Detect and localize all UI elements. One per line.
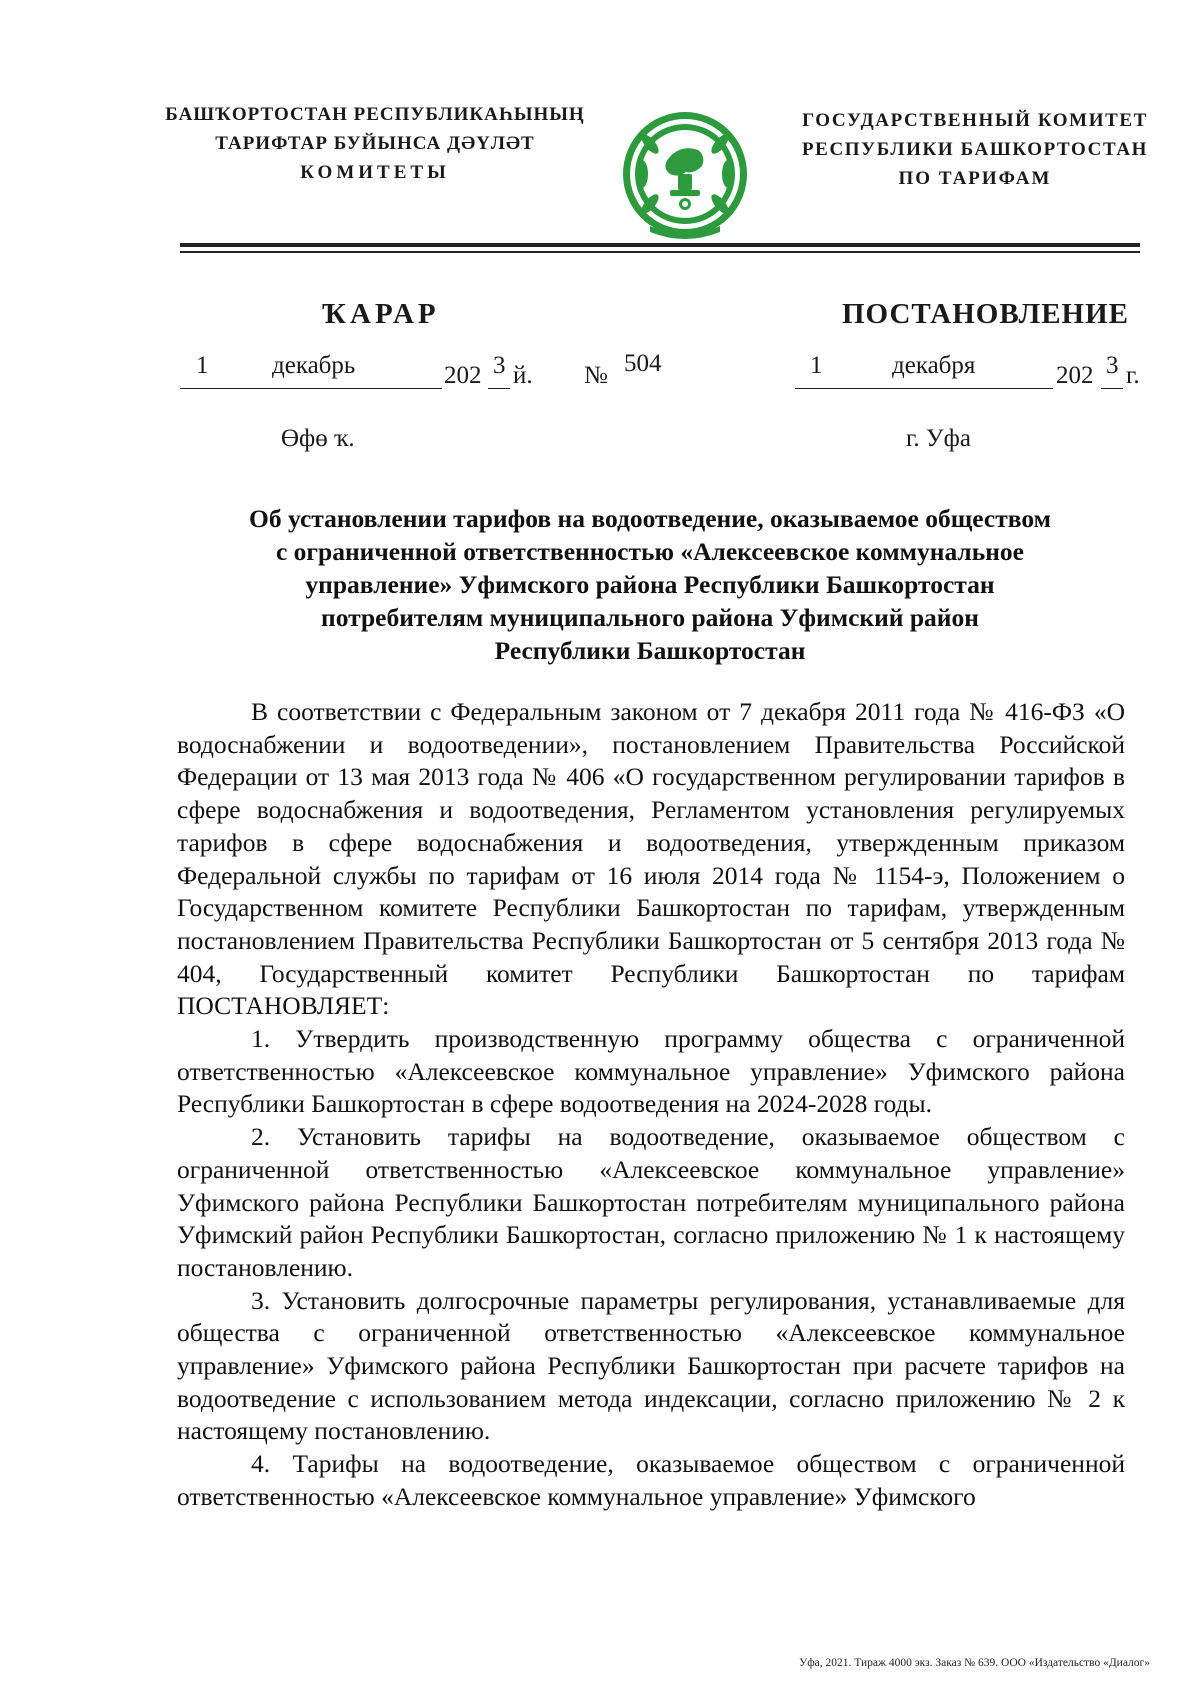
right-date-year-digit: 3 [1106,352,1119,379]
header-left-line-3: КОМИТЕТЫ [300,162,450,183]
header-divider-thin [180,251,1140,253]
left-date-underline [180,388,442,389]
paragraph-item-3: 3. Установить долгосрочные параметры регулирования, устанавливаемые для общества с ограниченной ответственностью «Алексеевское коммунальное управление» Уфимского района Республики Башкортостан при расчете тарифов на водоотведение с использованием метода индексации, согласно приложению № 2 к настоящему постановлению. [177,1285,1125,1446]
header-left-org [160,100,590,187]
paragraph-preamble: В соответствии с Федеральным законом от 7 декабря 2011 года № 416-ФЗ «О водоснабжении и водоотведении», постановлением Правительства Российской Федерации от 13 мая 2013 года № 406 «О государственном регулировании тарифов в сфере водоснабжения и водоотведения, Регламентом установления регулируемых тарифов в сфере водоснабжения и водоотведения, утвержденным приказом Федеральной службы по тарифам от 16 июля 2014 года № 1154-э, Положением о Государственном комитете Республики Башкортостан по тарифам, утвержденным постановлением Правительства Республики Башкортостан от 5 сентября 2013 года № 404, Государственный комитет Республики Башкортостан по тарифам ПОСТАНОВЛЯЕТ: [177,697,1125,1021]
coat-of-arms-icon [620,104,750,244]
right-date-month: декабря [892,352,976,379]
left-city: Өфө ҡ. [281,425,355,452]
decree-number-label: № [584,362,608,389]
right-city: г. Уфа [906,425,971,452]
title-line-5: Республики Башкортостан [494,636,806,665]
paragraph-item-4: 4. Тарифы на водоотведение, оказываемое обществом с ограниченной ответственностью «Алексеевское коммунальное управление» Уфимского [177,1449,1125,1511]
header-right-line-2: РЕСПУБЛИКИ БАШКОРТОСТАН [801,139,1149,160]
title-line-1: Об установлении тарифов на водоотведение, оказываемое обществом [249,504,1051,533]
header-right-line-3: ПО ТАРИФАМ [898,168,1052,189]
decree-type-right: ПОСТАНОВЛЕНИЕ [842,298,1130,330]
paragraph-item-1: 1. Утвердить производственную программу общества с ограниченной ответственностью «Алексеевское коммунальное управление» Уфимского района Республики Башкортостан в сфере водоотведения на 2024-2028 годы. [177,1024,1125,1119]
left-date-year-digit: 3 [493,352,506,379]
decree-type-left: ҠАРАР [322,298,440,330]
left-date-suffix: й. [513,362,533,389]
header-left-line-2: ТАРИФТАР БУЙЫНСА ДӘҮЛӘТ [215,133,535,154]
title-line-3: управление» Уфимского района Республики Башкортостан [305,570,995,599]
document-title [180,502,1120,667]
paragraph-item-2: 2. Установить тарифы на водоотведение, оказываемое обществом с ограниченной ответственностью «Алексеевское коммунальное управление» Уфимского района Республики Башкортостан потребителям муниципального района Уфимский район Республики Башкортостан, согласно приложению № 1 к настоящему постановлению. [177,1122,1125,1282]
header-divider-thick [180,243,1140,247]
left-year-underline [488,388,510,389]
document-body [177,696,1125,1514]
header-left-line-1: БАШҠОРТОСТАН РЕСПУБЛИКАҺЫНЫҢ [165,104,585,125]
right-date-suffix: г. [1126,362,1140,389]
header-right-org [780,106,1170,193]
title-line-2: с ограниченной ответственностью «Алексеевское коммунальное [275,537,1024,566]
left-date-day: 1 [196,352,209,379]
left-date-year-prefix: 202 [444,362,482,389]
header-right-line-1: ГОСУДАРСТВЕННЫЙ КОМИТЕТ [802,110,1148,131]
right-date-day: 1 [810,352,823,379]
decree-number: 504 [624,350,662,377]
right-date-year-prefix: 202 [1056,362,1094,389]
right-year-underline [1101,388,1123,389]
right-date-underline [795,388,1053,389]
title-line-4: потребителям муниципального района Уфимский район [321,603,979,632]
left-date-month: декабрь [272,352,356,379]
print-footer: Уфа, 2021. Тираж 4000 экз. Заказ № 639. ООО «Издательство «Диалог» [799,1657,1150,1669]
